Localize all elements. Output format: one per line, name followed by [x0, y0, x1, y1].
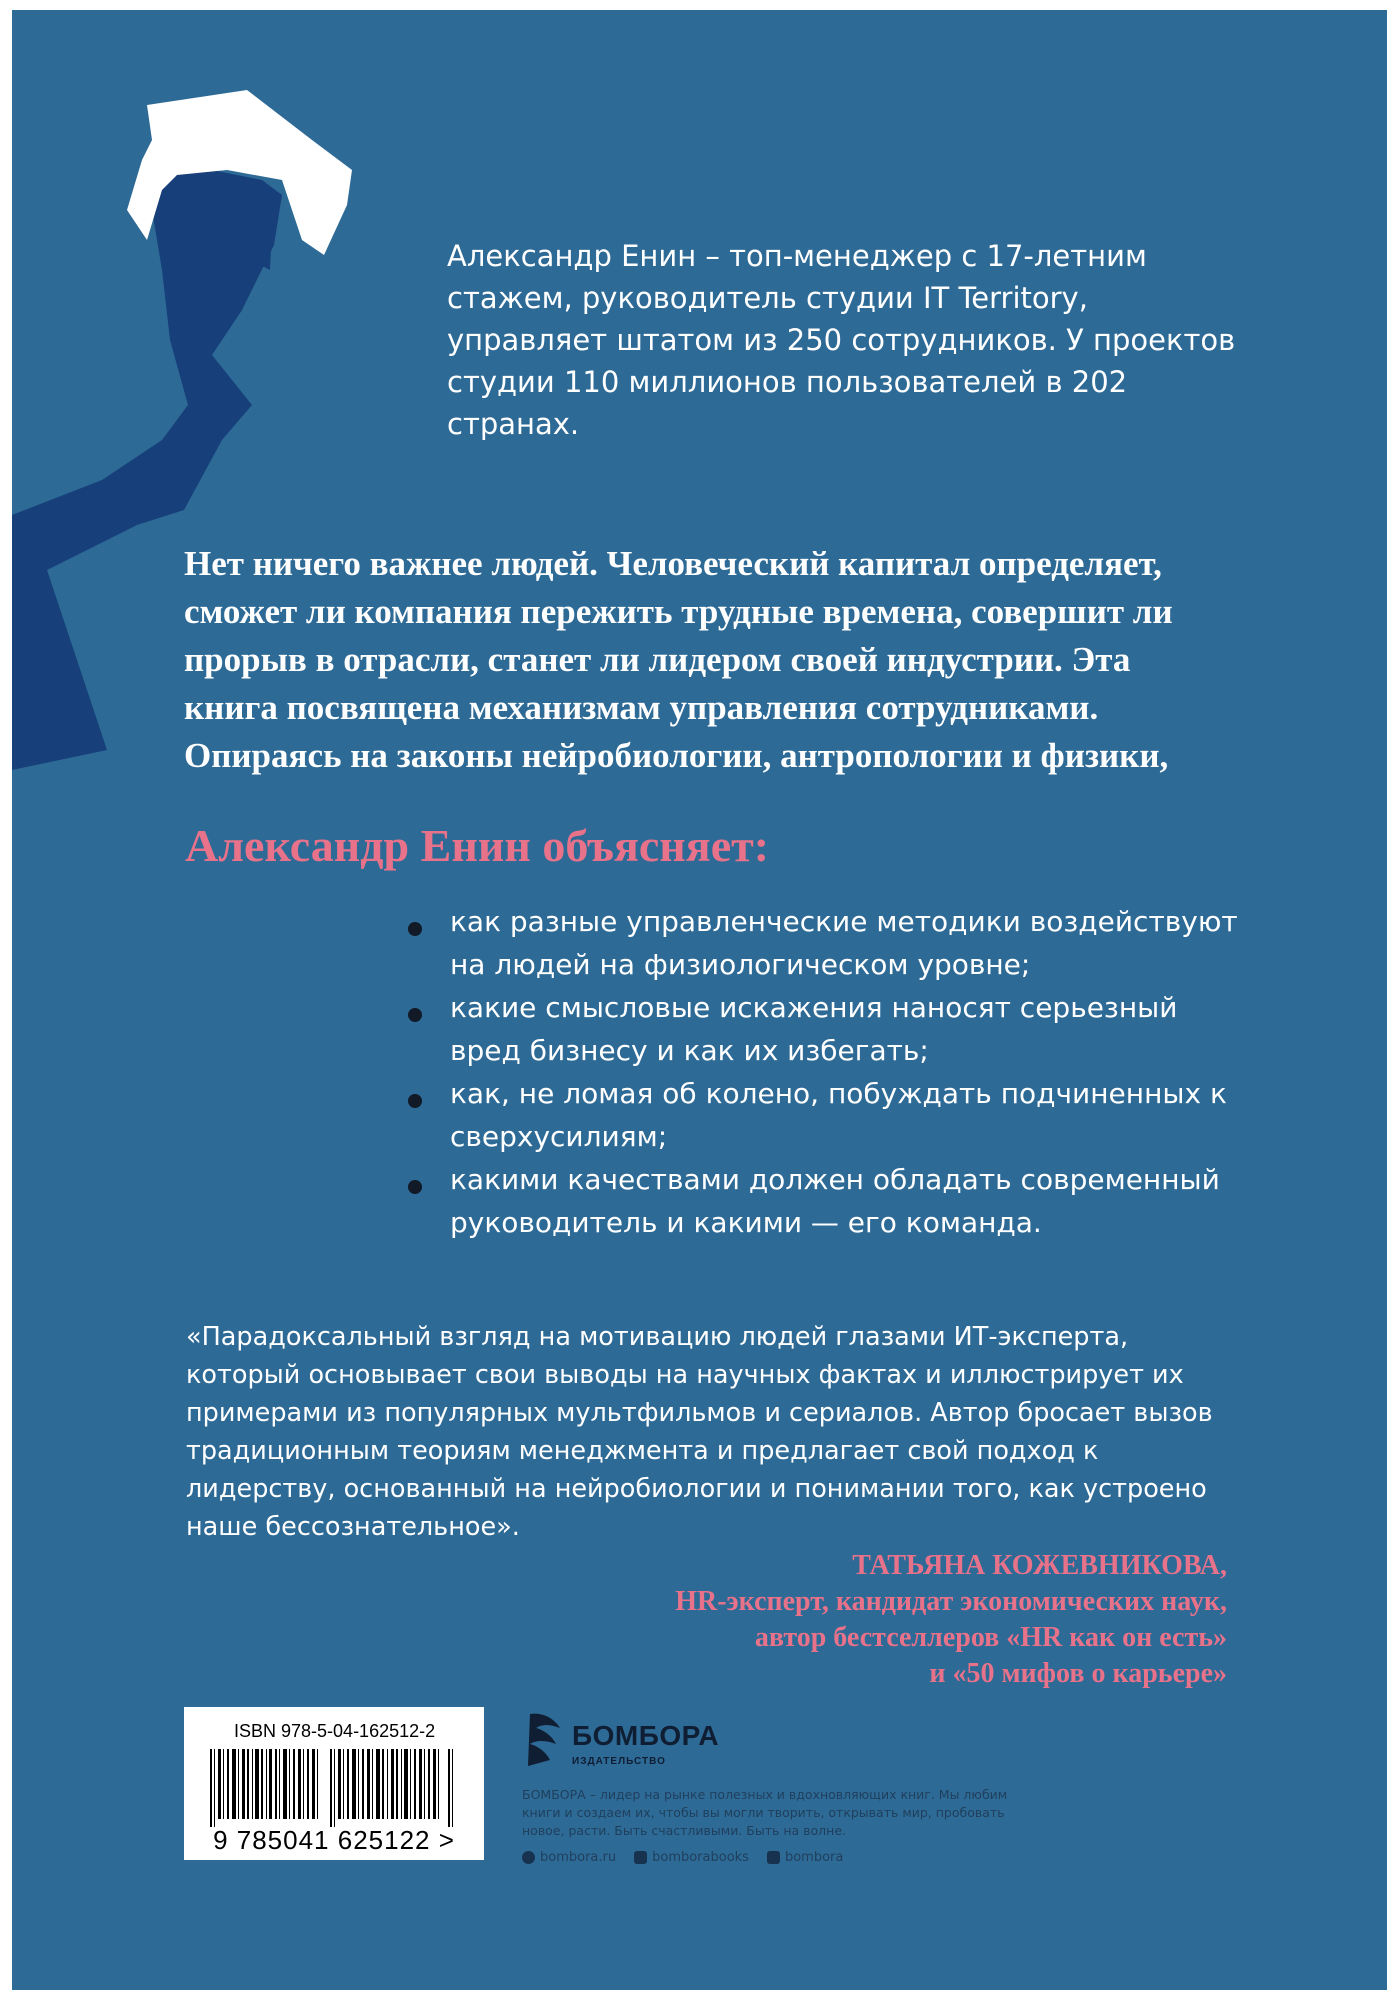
- attribution-books: автор бестселлеров «HR как он есть»: [754, 1622, 1227, 1653]
- social-link-text: bombora: [784, 1850, 844, 1865]
- key-points-list: [392, 900, 1252, 1244]
- list-item: [392, 1072, 1252, 1158]
- social-link-telegram[interactable]: [767, 1850, 843, 1865]
- publisher-description: БОМБОРА – лидер на рынке полезных и вдохновляющих книг. Мы любим книги и создаем их, чтобы вы могли творить, открывать мир, пробовать новое, расти. Быть счастливыми. Быть на волне.: [522, 1787, 1008, 1838]
- list-item-text: как, не ломая об колено, побуждать подчиненных к сверхусилиям;: [450, 1077, 1227, 1153]
- barcode-digits: 9 785041 625122 >: [213, 1825, 455, 1855]
- barcode-icon: [208, 1749, 460, 1827]
- list-item-text: какие смысловые искажения наносят серьезный вред бизнесу и как их избегать;: [450, 991, 1178, 1067]
- review-quote: «Парадоксальный взгляд на мотивацию людей глазами ИТ-эксперта, который основывает свои выводы на научных фактах и иллюстрирует их примерами из популярных мультфильмов и сериалов. Автор бросает вызов традиционным теориям менеджмента и предлагает свой подход к лидерству, основанный на нейробиологии и понимании того, как устроено наше бессознательное».: [186, 1322, 1213, 1542]
- telegram-icon: [767, 1851, 780, 1864]
- globe-icon: [522, 1851, 535, 1864]
- bullet-icon: [408, 922, 422, 936]
- isbn-barcode-block: [184, 1707, 484, 1860]
- list-item: [392, 1158, 1252, 1244]
- bullet-icon: [408, 1008, 422, 1022]
- isbn-label: ISBN 978-5-04-162512-2: [234, 1721, 436, 1741]
- attribution-name: ТАТЬЯНА КОЖЕВНИКОВА,: [852, 1550, 1227, 1581]
- attribution-books-2: и «50 мифов о карьере»: [929, 1658, 1227, 1689]
- quote-attribution: [327, 1548, 1227, 1692]
- social-link-site[interactable]: [522, 1850, 616, 1865]
- attribution-role: HR-эксперт, кандидат экономических наук,: [675, 1586, 1227, 1617]
- social-link-text: bomborabooks: [652, 1850, 749, 1865]
- section-subheading: Александр Енин объясняет:: [185, 820, 770, 871]
- list-item-text: как разные управленческие методики воздействуют на людей на физиологическом уровне;: [450, 905, 1238, 981]
- social-link-vk[interactable]: [634, 1850, 749, 1865]
- publisher-subtitle: ИЗДАТЕЛЬСТВО: [572, 1756, 666, 1767]
- list-item: [392, 986, 1252, 1072]
- publisher-wave-logo-icon: [522, 1710, 566, 1770]
- bullet-icon: [408, 1094, 422, 1108]
- lead-paragraph: Нет ничего важнее людей. Человеческий капитал определяет, сможет ли компания пережить трудные времена, совершит ли прорыв в отрасли, станет ли лидером своей индустрии. Эта книга посвящена механизмам управления сотрудниками. Опираясь на законы нейробиологии, антропологии и физики,: [184, 544, 1173, 775]
- list-item: [392, 900, 1252, 986]
- vk-icon: [634, 1851, 647, 1864]
- publisher-name: БОМБОРА: [572, 1720, 720, 1751]
- social-link-text: bombora.ru: [540, 1850, 617, 1865]
- author-bio: Александр Енин – топ-менеджер с 17-летним стажем, руководитель студии IT Territory, управляет штатом из 250 сотрудников. У проектов студии 110 миллионов пользователей в 202 странах.: [447, 239, 1236, 441]
- list-item-text: какими качествами должен обладать современный руководитель и какими — его команда.: [450, 1163, 1220, 1239]
- bullet-icon: [408, 1180, 422, 1194]
- publisher-social-links: [522, 1850, 1042, 1865]
- book-back-cover: [12, 10, 1387, 1990]
